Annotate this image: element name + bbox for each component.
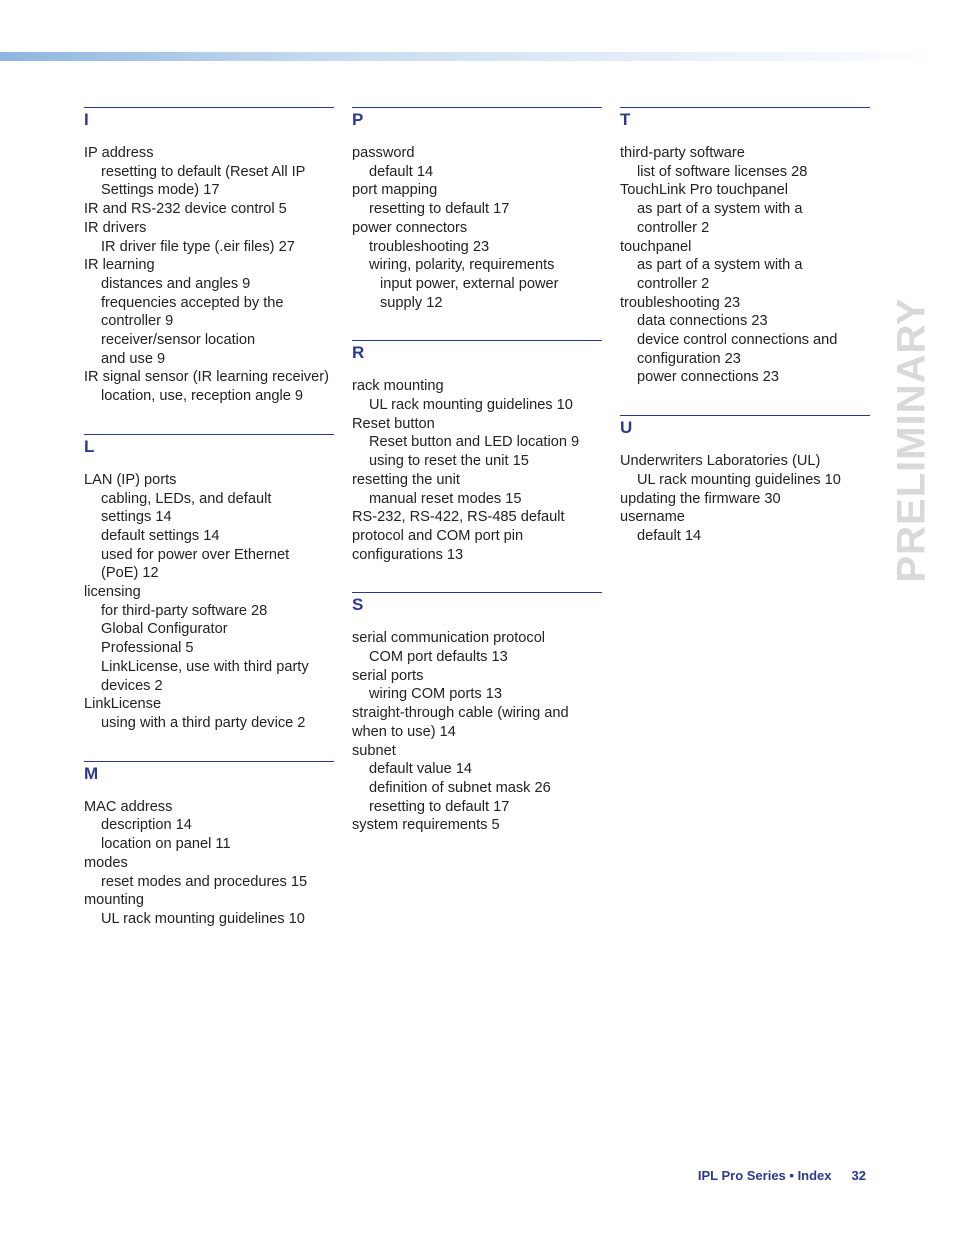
index-entry: resetting the unit [352,471,460,488]
index-subentry: and use 9 [101,350,166,367]
index-subentry: default 14 [369,163,434,180]
page-number: 32 [851,1168,866,1183]
index-section [84,434,334,733]
index-subentry: data connections 23 [637,313,768,330]
index-entry: Underwriters Laboratories (UL) [620,453,821,470]
index-entry: configurations 13 [352,546,464,563]
index-entry: MAC address [84,798,173,815]
section-letter: P [352,110,364,129]
index-entry: IR signal sensor (IR learning receiver) [84,369,329,386]
section-letter: I [84,110,89,129]
index-entry: mounting [84,892,145,909]
section-divider [84,107,334,108]
index-subentry: UL rack mounting guidelines 10 [101,910,305,927]
index-subentry: Settings mode) 17 [101,182,220,199]
index-subentry: supply 12 [380,294,443,311]
index-column-3 [620,107,870,574]
index-entry: serial ports [352,667,424,684]
preliminary-watermark: PRELIMINARY [889,297,934,583]
index-entry: straight-through cable (wiring and [352,705,569,722]
section-divider [84,434,334,435]
index-entry: LinkLicense [84,696,162,713]
index-subentry: as part of a system with a [637,257,803,274]
index-subentry: UL rack mounting guidelines 10 [369,397,573,414]
index-entry: IR drivers [84,219,147,236]
index-entry: touchpanel [620,238,692,255]
index-entry: rack mounting [352,378,444,395]
index-entry: licensing [84,584,141,601]
index-entry: modes [84,854,128,871]
index-section [352,107,602,312]
header-gradient-bar [0,52,954,61]
index-subentry: manual reset modes 15 [369,490,522,507]
index-entry: troubleshooting 23 [620,294,741,311]
index-subentry: resetting to default 17 [369,798,510,815]
index-subentry: (PoE) 12 [101,565,159,582]
index-subentry: controller 2 [637,275,710,292]
index-subentry: default 14 [637,527,702,544]
index-subentry: wiring COM ports 13 [369,686,503,703]
index-column-1 [84,107,334,957]
section-letter: R [352,343,365,363]
index-subentry: IR driver file type (.eir files) 27 [101,238,295,255]
section-divider [352,340,602,341]
index-entry: TouchLink Pro touchpanel [620,182,788,199]
index-subentry: settings 14 [101,509,172,526]
index-entry: serial communication protocol [352,630,546,647]
index-entry: port mapping [352,182,438,199]
index-subentry: controller 9 [101,313,174,330]
index-subentry: LinkLicense, use with third party [101,658,309,675]
index-subentry: COM port defaults 13 [369,649,508,666]
index-column-2 [352,107,602,863]
footer-label: IPL Pro Series • Index [697,1168,832,1183]
index-subentry: Reset button and LED location 9 [369,434,580,451]
index-subentry: as part of a system with a [637,201,803,218]
index-entry: username [620,509,685,526]
index-subentry: using to reset the unit 15 [369,453,529,470]
index-subentry: receiver/sensor location [101,332,256,349]
index-subentry: frequencies accepted by the [101,294,284,311]
index-subentry: reset modes and procedures 15 [101,873,308,890]
index-section [352,592,602,835]
index-section [84,761,334,929]
index-subentry: wiring, polarity, requirements [369,257,555,274]
index-entry: IR and RS-232 device control 5 [84,201,287,218]
index-subentry: used for power over Ethernet [101,546,290,563]
index-subentry: cabling, LEDs, and default [101,490,272,507]
section-letter: M [84,763,99,783]
index-subentry: using with a third party device 2 [101,714,306,731]
section-divider [84,761,334,762]
index-subentry: location, use, reception angle 9 [101,388,304,405]
index-subentry: location on panel 11 [101,836,231,853]
section-letter: T [620,110,631,129]
index-entry: RS-232, RS-422, RS-485 default [352,509,565,526]
index-subentry: Professional 5 [101,640,194,657]
index-subentry: default settings 14 [101,527,220,544]
index-subentry: UL rack mounting guidelines 10 [637,471,841,488]
index-entry: subnet [352,742,396,759]
section-divider [620,107,870,108]
index-entry: when to use) 14 [352,723,456,740]
index-subentry: list of software licenses 28 [637,163,808,180]
section-letter: S [352,595,364,615]
index-subentry: devices 2 [101,677,163,694]
index-subentry: power connections 23 [637,369,779,386]
page-footer [698,1168,866,1183]
index-entry: IR learning [84,257,155,274]
section-divider [620,415,870,416]
index-entry: system requirements 5 [352,817,500,834]
index-subentry: for third-party software 28 [101,602,268,619]
index-entry: password [352,145,415,161]
index-subentry: device control connections and [637,332,838,349]
index-subentry: Global Configurator [101,621,228,638]
section-divider [352,107,602,108]
index-entry: third-party software [620,145,745,161]
index-entry: power connectors [352,219,468,236]
section-letter: U [620,418,633,438]
index-subentry: distances and angles 9 [101,275,251,292]
index-section [620,415,870,546]
index-entry: Reset button [352,415,435,432]
index-section [352,340,602,564]
index-subentry: default value 14 [369,761,473,778]
index-entry: IP address [84,145,154,161]
index-entry: updating the firmware 30 [620,490,781,507]
index-subentry: resetting to default 17 [369,201,510,218]
index-section [84,107,334,406]
index-section [620,107,870,387]
index-subentry: controller 2 [637,219,710,236]
index-entry: LAN (IP) ports [84,471,177,488]
section-letter: L [84,436,95,456]
index-subentry: resetting to default (Reset All IP [101,163,306,180]
index-subentry: troubleshooting 23 [369,238,490,255]
index-entry: protocol and COM port pin [352,527,524,544]
section-divider [352,592,602,593]
index-subentry: description 14 [101,817,192,834]
index-subentry: configuration 23 [637,350,741,367]
index-subentry: input power, external power [380,275,559,292]
index-subentry: definition of subnet mask 26 [369,779,551,796]
